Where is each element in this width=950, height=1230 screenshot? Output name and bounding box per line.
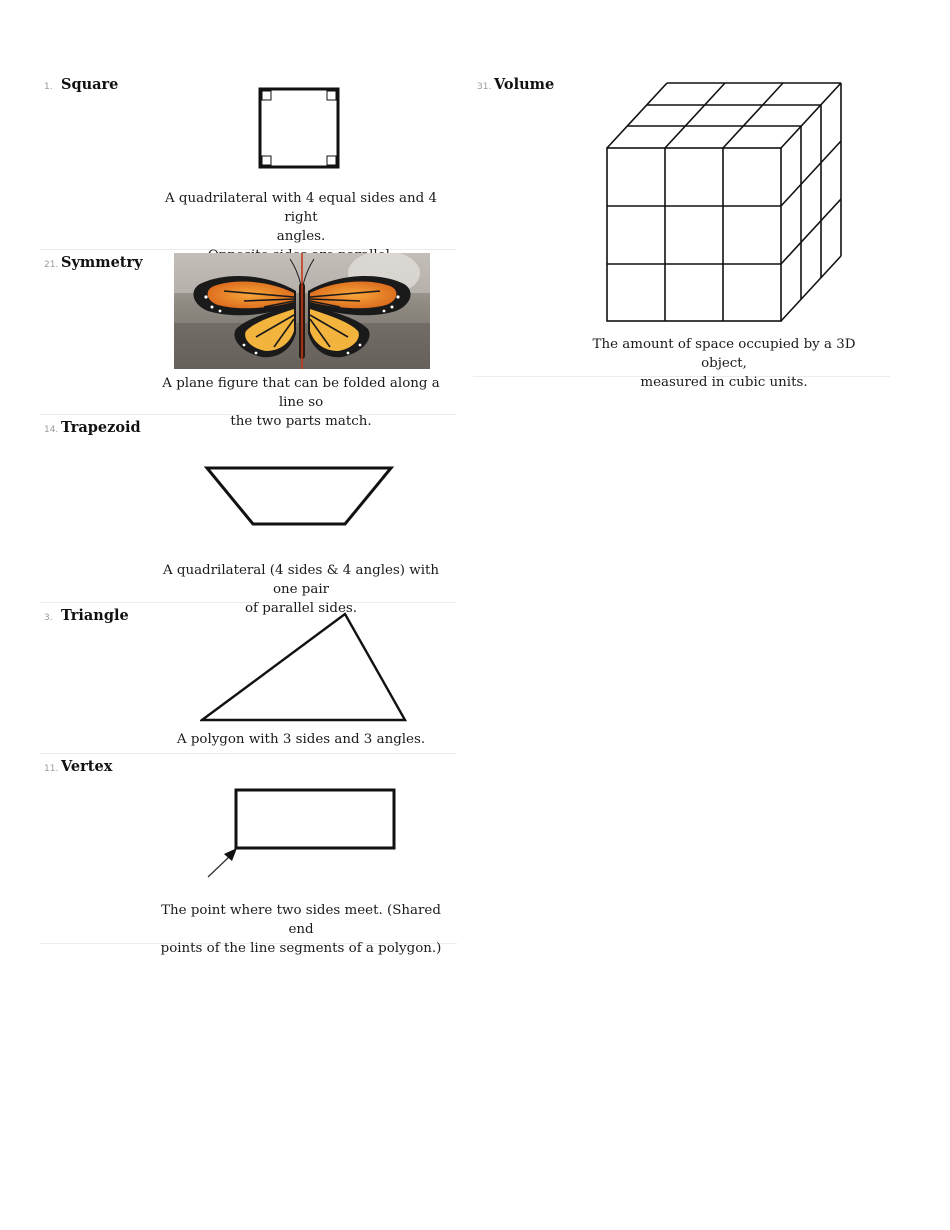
butterfly-icon	[174, 253, 430, 369]
card-term: Symmetry	[61, 254, 143, 271]
left-column	[40, 72, 457, 956]
card-definition: A polygon with 3 sides and 3 angles.	[176, 732, 426, 747]
card-number: 3.	[44, 613, 53, 623]
card-definition: A plane figure that can be folded along a line so the two parts match.	[162, 376, 440, 429]
card-number: 1.	[44, 82, 53, 92]
card-term: Triangle	[61, 607, 129, 624]
card-number: 21.	[44, 260, 59, 270]
butterfly-photo	[174, 253, 430, 369]
card-triangle	[40, 603, 457, 754]
card-term: Vertex	[61, 758, 113, 775]
card-volume	[473, 72, 890, 390]
card-definition: The point where two sides meet. (Shared end points of the line segments of a polygon.)	[160, 903, 442, 956]
right-column	[473, 72, 890, 390]
card-number: 14.	[44, 425, 59, 435]
card-term: Square	[61, 76, 119, 93]
card-definition: A quadrilateral with 4 equal sides and 4 right angles.	[164, 191, 438, 244]
triangle-icon	[200, 611, 408, 723]
card-term: Trapezoid	[61, 419, 141, 436]
card-square	[40, 72, 457, 250]
card-number: 11.	[44, 764, 59, 774]
card-vertex	[40, 754, 457, 956]
trapezoid-icon	[204, 465, 394, 527]
card-number: 31.	[477, 82, 492, 92]
cube-grid-icon	[601, 80, 847, 326]
square-icon	[258, 87, 340, 169]
card-definition: The amount of space occupied by a 3D object, measured in cubic units.	[592, 337, 856, 390]
card-definition: A quadrilateral (4 sides & 4 angles) with one pair of parallel sides.	[162, 563, 440, 616]
card-term: Volume	[494, 76, 555, 93]
vertex-rectangle-icon	[204, 788, 400, 880]
